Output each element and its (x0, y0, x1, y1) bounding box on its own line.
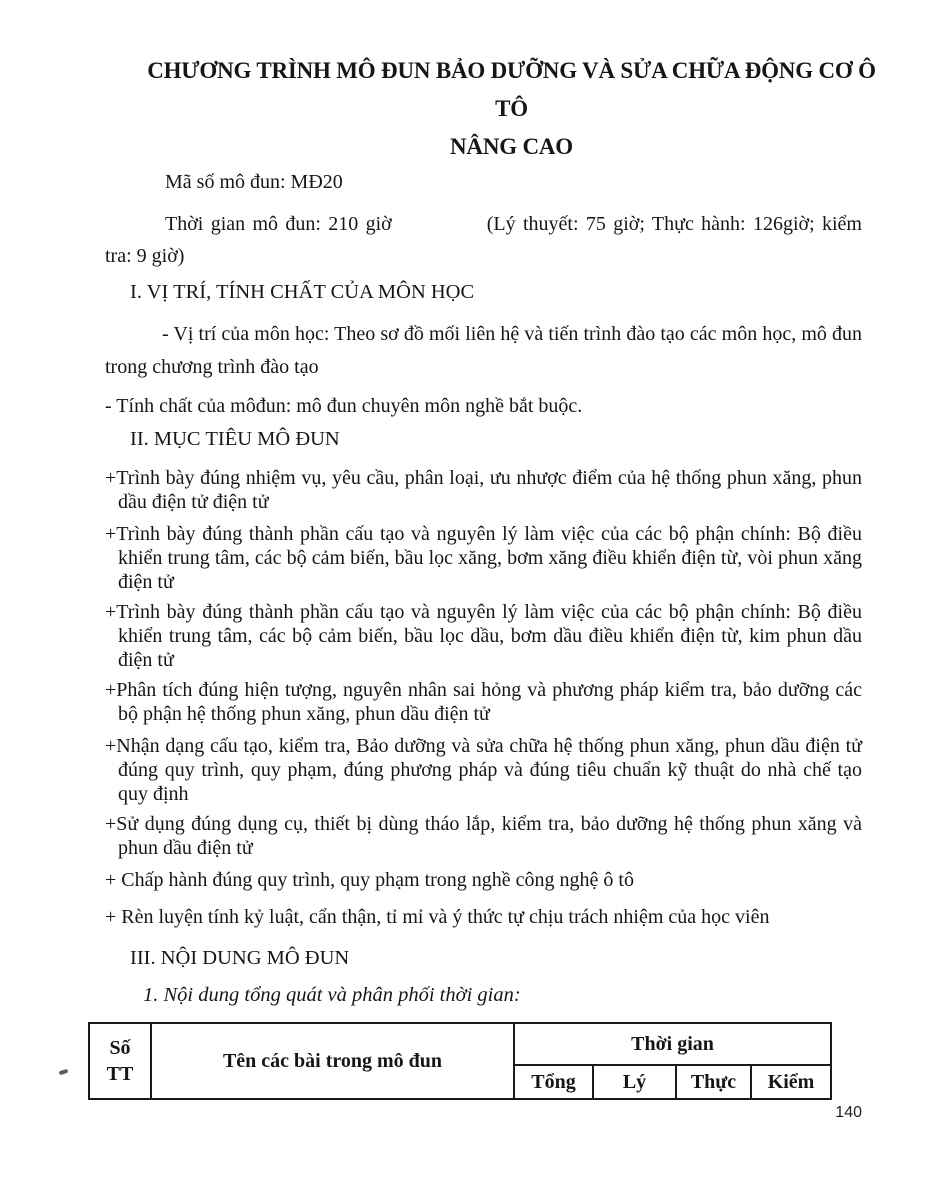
table-header-stt (89, 1023, 151, 1099)
page-title-line1: CHƯƠNG TRÌNH MÔ ĐUN BẢO DƯỠNG VÀ SỬA CHỮA ĐỘNG CƠ Ô TÔ (147, 58, 876, 121)
section-1-heading: I. VỊ TRÍ, TÍNH CHẤT CỦA MÔN HỌC (130, 281, 475, 303)
table-header-exam: Kiểm (751, 1065, 831, 1099)
module-code-line: Mã số mô đun: MĐ20 (165, 171, 343, 193)
objective-item: +Trình bày đúng nhiệm vụ, yêu cầu, phân loại, ưu nhược điểm của hệ thống phun xăng, phun dầu điện tử điện tử (105, 467, 862, 513)
duration-breakdown: (Lý thuyết: 75 giờ; Thực hành: 126giờ; kiểm tra: 9 giờ) (105, 213, 862, 267)
objective-item: +Trình bày đúng thành phần cấu tạo và nguyên lý làm việc của các bộ phận chính: Bộ điều khiển trung tâm, các bộ cảm biến, bầu lọc dầu, bơm dầu điều khiển điện từ, kim phun dầu điện tử (105, 601, 862, 671)
section-3-heading: III. NỘI DUNG MÔ ĐUN (130, 947, 350, 969)
table-header-practice: Thực (676, 1065, 751, 1099)
table-header-stt-line2: TT (106, 1063, 134, 1085)
scan-artifact (59, 1069, 69, 1076)
table-header-theory: Lý (593, 1065, 676, 1099)
objective-item: +Trình bày đúng thành phần cấu tạo và nguyên lý làm việc của các bộ phận chính: Bộ điều khiển trung tâm, các bộ cảm biến, bầu lọc xăng, bơm xăng điều khiển điện từ, vòi phun xăng điện tử (105, 523, 862, 593)
objective-item: +Sử dụng đúng dụng cụ, thiết bị dùng tháo lắp, kiểm tra, bảo dưỡng hệ thống phun xăng và phun dầu điện tử (105, 813, 862, 859)
page-number: 140 (835, 1104, 862, 1121)
section-3-subheading: 1. Nội dung tổng quát và phân phối thời gian: (143, 984, 521, 1006)
duration-total: Thời gian mô đun: 210 giờ (165, 213, 392, 235)
section-1-item-nature: - Tính chất của môđun: mô đun chuyên môn nghề bắt buộc. (105, 395, 583, 417)
table-header-stt-line1: Số (109, 1037, 131, 1059)
objective-item: +Phân tích đúng hiện tượng, nguyên nhân sai hỏng và phương pháp kiểm tra, bảo dưỡng các bộ phận hệ thống phun xăng, phun dầu điện tử (105, 679, 862, 725)
module-duration-line (105, 208, 862, 272)
table-header-lesson-name: Tên các bài trong mô đun (151, 1023, 514, 1099)
section-2-heading: II. MỤC TIÊU MÔ ĐUN (130, 428, 340, 450)
objective-item: + Rèn luyện tính kỷ luật, cẩn thận, tỉ mỉ và ý thức tự chịu trách nhiệm của học viên (105, 906, 770, 928)
page-title-line2: NÂNG CAO (450, 134, 573, 159)
objective-item: + Chấp hành đúng quy trình, quy phạm trong nghề công nghệ ô tô (105, 869, 634, 891)
table-header-total: Tổng (514, 1065, 593, 1099)
time-allocation-table (88, 1022, 832, 1100)
objective-item: +Nhận dạng cấu tạo, kiểm tra, Bảo dưỡng và sửa chữa hệ thống phun xăng, phun dầu điện tử đúng quy trình, quy phạm, đúng phương pháp và đúng tiêu chuẩn kỹ thuật do nhà chế tạo quy định (105, 735, 862, 805)
table-header-time: Thời gian (514, 1023, 831, 1065)
section-1-item-position: - Vị trí của môn học: Theo sơ đồ mối liên hệ và tiến trình đào tạo các môn học, mô đun trong chương trình đào tạo (105, 323, 862, 378)
page-title (133, 52, 890, 166)
